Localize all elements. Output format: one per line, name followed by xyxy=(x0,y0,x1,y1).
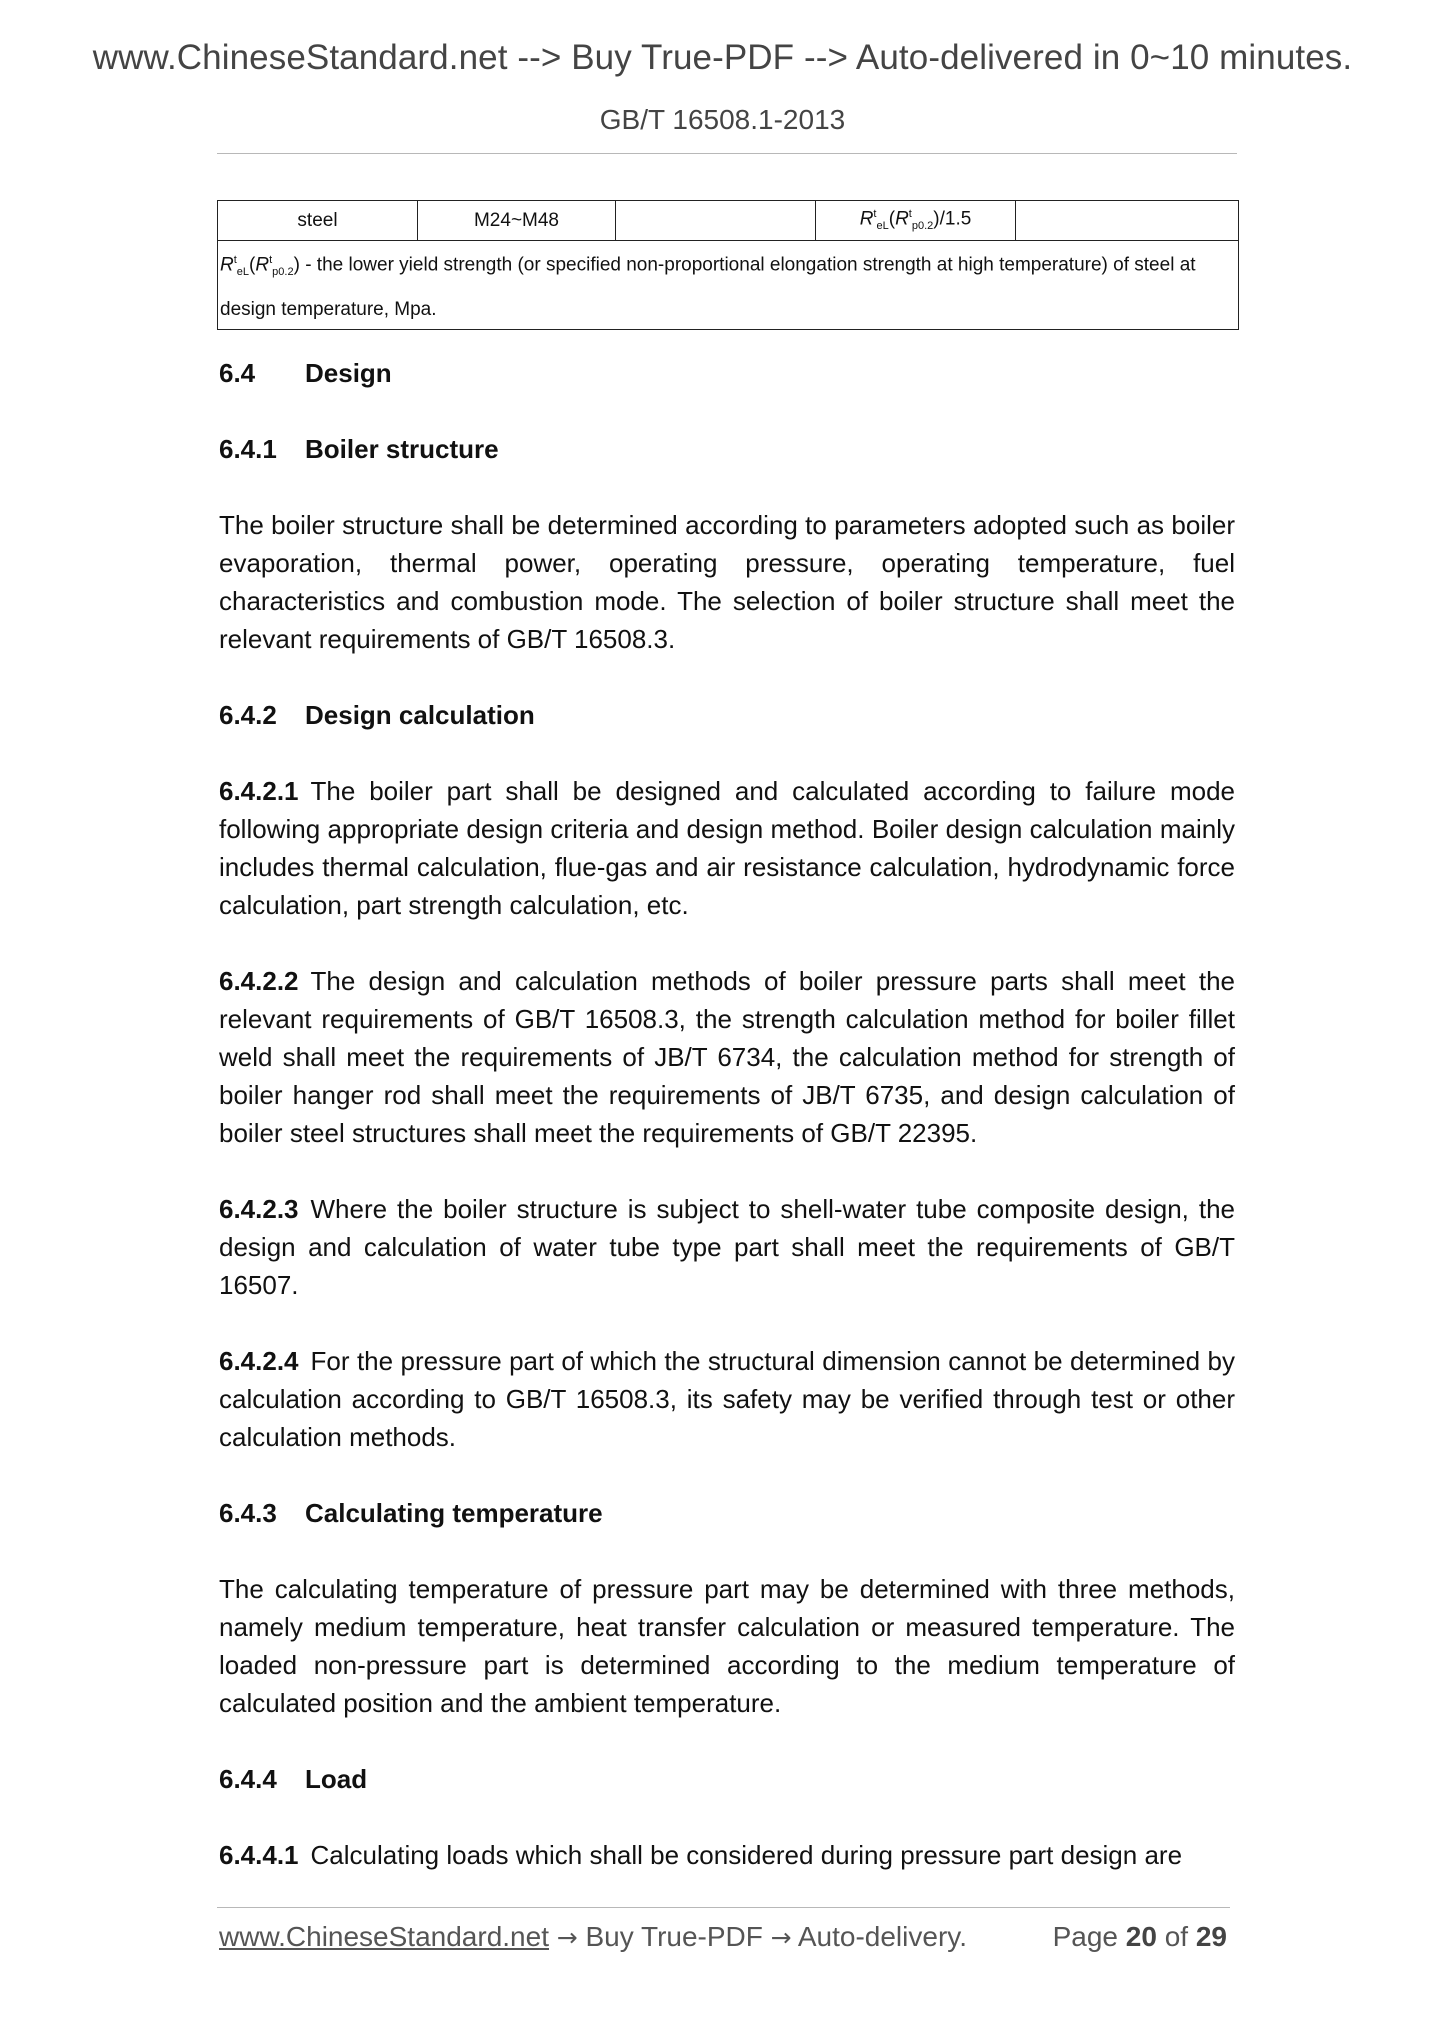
document-id: GB/T 16508.1-2013 xyxy=(599,104,846,135)
paren: ( xyxy=(888,208,896,230)
paren: ( xyxy=(249,254,256,276)
sup-t: t xyxy=(269,254,273,266)
sub-p02: p0.2 xyxy=(911,220,934,233)
note-text: ) - the lower yield strength (or specified non-proportional elongation strength at high temperature) of steel at design temperature, Mpa. xyxy=(220,254,1196,321)
auto-delivery-text: Auto-delivery. xyxy=(797,1921,967,1952)
sub-el: eL xyxy=(236,266,250,279)
symbol-r: R xyxy=(895,208,909,230)
sub-el: eL xyxy=(876,220,889,233)
sup-t: t xyxy=(908,208,912,221)
heading-6-4-3: 6.4.3 Calculating temperature xyxy=(219,1498,603,1528)
table-row xyxy=(218,201,1239,241)
sup-t: t xyxy=(233,254,237,266)
arrow-right-icon: → xyxy=(770,1923,792,1952)
heading-6-4-4: 6.4.4 Load xyxy=(219,1764,368,1794)
paragraph-6-4-1: The boiler structure shall be determined according to parameters adopted such as boiler evaporation, thermal power, operating pressure, operating temperature, fuel characteristics and combustion mode. The selection of boiler structure shall meet the relevant requirements of GB/T 16508.3. xyxy=(219,510,1235,654)
symbol-r: R xyxy=(859,208,874,230)
paragraph-6-4-4-1: 6.4.4.1 Calculating loads which shall be considered during pressure part design are xyxy=(219,1840,1183,1870)
page-footer xyxy=(219,1921,1235,1953)
heading-6-4-1: 6.4.1 Boiler structure xyxy=(219,434,499,464)
top-banner: www.ChineseStandard.net --> Buy True-PDF --> Auto-delivered in 0~10 minutes. xyxy=(92,38,1353,77)
table-note-row xyxy=(218,241,1239,330)
paragraph-6-4-2-4: 6.4.2.4 For the pressure part of which the structural dimension cannot be determined by calculation according to GB/T 16508.3, its safety may be verified through test or other calculation methods. xyxy=(219,1346,1235,1452)
table-note xyxy=(218,241,1239,330)
cell-size: M24~M48 xyxy=(418,201,616,241)
stress-table xyxy=(217,200,1239,330)
page-number: Page 20 of 29 xyxy=(1052,1921,1227,1952)
main-content xyxy=(219,354,1235,1912)
paragraph-6-4-2-1: 6.4.2.1 The boiler part shall be designed and calculated according to failure mode following appropriate design criteria and design method. Boiler design calculation mainly includes thermal calculation, flue-gas and air resistance calculation, hydrodynamic force calculation, part strength calculation, etc. xyxy=(219,776,1235,920)
paragraph-6-4-2-3: 6.4.2.3 Where the boiler structure is subject to shell-water tube composite design, the design and calculation of water tube type part shall meet the requirements of GB/T 16507. xyxy=(219,1194,1235,1300)
cell-formula xyxy=(816,201,1016,241)
footer-rule xyxy=(217,1907,1230,1908)
arrow-right-icon: → xyxy=(556,1923,578,1952)
site-link[interactable]: www.ChineseStandard.net xyxy=(219,1921,549,1952)
heading-6-4: 6.4 Design xyxy=(219,358,392,388)
cell-material: steel xyxy=(218,201,418,241)
formula-suffix: )/1.5 xyxy=(933,208,972,230)
symbol-r: R xyxy=(255,254,270,276)
sup-t: t xyxy=(873,208,877,221)
paragraph-6-4-3: The calculating temperature of pressure part may be determined with three methods, namely medium temperature, heat transfer calculation or measured temperature. The loaded non-pressure part is determined according to the medium temperature of calculated position and the ambient temperature. xyxy=(219,1574,1235,1718)
header-rule xyxy=(217,153,1237,154)
heading-6-4-2: 6.4.2 Design calculation xyxy=(219,700,535,730)
cell-empty xyxy=(1016,201,1239,241)
buy-text: Buy True-PDF xyxy=(585,1921,763,1952)
paragraph-6-4-2-2: 6.4.2.2 The design and calculation methods of boiler pressure parts shall meet the relevant requirements of GB/T 16508.3, the strength calculation method for boiler fillet weld shall meet the requirements of JB/T 6734, the calculation method for strength of boiler hanger rod shall meet the requirements of JB/T 6735, and design calculation of boiler steel structures shall meet the requirements of GB/T 22395. xyxy=(219,966,1235,1148)
symbol-r: R xyxy=(220,254,234,276)
sub-p02: p0.2 xyxy=(272,266,294,279)
cell-empty xyxy=(616,201,816,241)
